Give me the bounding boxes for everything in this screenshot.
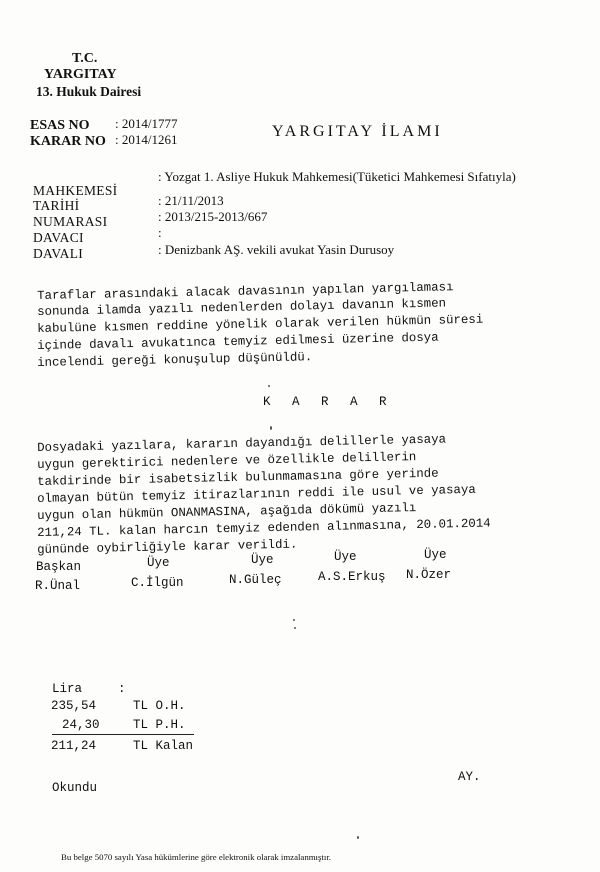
defendant-field-label: DAVALI [33, 246, 84, 261]
fee-amount: 211,24 [51, 739, 97, 753]
scan-speck [270, 426, 272, 430]
esas-value: : 2014/1777 [115, 116, 178, 131]
decision-line: olmayan bütün temyiz itirazlarının reddi ile usul ve yasaya [37, 482, 476, 506]
electronic-signature-note: Bu belge 5070 sayılı Yasa hükümlerine göre elektronik olarak imzalanmıştır. [61, 852, 331, 862]
date-field-value: : 21/11/2013 [158, 193, 224, 208]
plaintiff-field-label: DAVACI [33, 230, 84, 245]
fee-description: TL Kalan [133, 739, 194, 753]
chamber-name: 13. Hukuk Dairesi [36, 84, 142, 99]
fee-underline [52, 734, 194, 735]
scan-speck [293, 619, 295, 621]
signer-name: N.Güleç [229, 573, 282, 587]
signer-title-member: Üye [424, 548, 447, 562]
decision-line: takdirinde bir isabetsizlik bulunmamasına göre yerinde [37, 466, 439, 489]
fee-amount: 235,54 [51, 699, 97, 713]
defendant-field-value: : Denizbank AŞ. vekili avukat Yasin Durusoy [158, 242, 395, 257]
signer-name: C.İlgün [131, 576, 184, 590]
signer-name: N.Özer [406, 568, 452, 582]
court-field-value: : Yozgat 1. Asliye Hukuk Mahkemesi(Tüketici Mahkemesi Sıfatıyla) [158, 169, 516, 184]
intro-line: kabulüne kısmen reddine yönelik olarak verilen hükmün süresi [37, 312, 484, 336]
court-field-label: MAHKEMESİ [33, 183, 118, 198]
date-field-label: TARİHİ [33, 198, 80, 213]
scan-speck [268, 385, 270, 387]
fee-currency-label: Lira [52, 682, 83, 696]
fee-colon: : [118, 682, 126, 696]
esas-label: ESAS NO [30, 118, 90, 133]
intro-line: içinde davalı avukatınca temyiz edilmesi üzerine dosya [37, 330, 439, 353]
signer-title-member: Üye [147, 556, 170, 570]
karar-value: : 2014/1261 [115, 132, 178, 147]
decision-line: 211,24 TL. kalan harcın temyiz edenden alınmasına, 20.01.2014 [37, 516, 491, 540]
fee-description: TL O.H. [133, 699, 186, 713]
country-label: T.C. [72, 51, 98, 66]
karar-label: KARAR NO [30, 134, 106, 149]
signer-name: A.S.Erkuş [318, 570, 386, 584]
fee-amount: 24,30 [62, 718, 100, 732]
number-field-label: NUMARASI [33, 214, 108, 229]
decision-heading: K A R A R [263, 395, 394, 409]
decision-line: Dosyadaki yazılara, kararın dayandığı delillerle yasaya [37, 432, 447, 455]
signer-title-member: Üye [334, 550, 357, 564]
intro-line: incelendi gereği konuşulup düşünüldü. [37, 350, 313, 370]
decision-line: gününde oybirliğiyle karar verildi. [37, 537, 298, 557]
signer-name: R.Ünal [35, 579, 81, 593]
plaintiff-field-value: : [158, 225, 162, 240]
document-title: YARGITAY İLAMI [272, 123, 443, 140]
okundu-label: Okundu [52, 781, 98, 795]
signer-title-president: Başkan [36, 560, 82, 574]
signer-title-member: Üye [251, 553, 274, 567]
decision-line: uygun gerektirici nedenlere ve özellikle delillerin [37, 450, 417, 472]
ay-label: AY. [458, 770, 481, 784]
intro-line: Taraflar arasındaki alacak davasının yapılan yargılaması [37, 280, 454, 303]
scan-speck [357, 836, 359, 839]
intro-line: sonunda ilamda yazılı nedenlerden dolayı davanın kısmen [37, 296, 447, 319]
decision-line: uygun olan hükmün ONANMASINA, aşağıda dökümü yazılı [37, 501, 417, 523]
fee-description: TL P.H. [133, 718, 186, 732]
scan-speck [294, 627, 296, 629]
number-field-value: : 2013/215-2013/667 [158, 209, 268, 224]
court-name: YARGITAY [44, 67, 117, 82]
